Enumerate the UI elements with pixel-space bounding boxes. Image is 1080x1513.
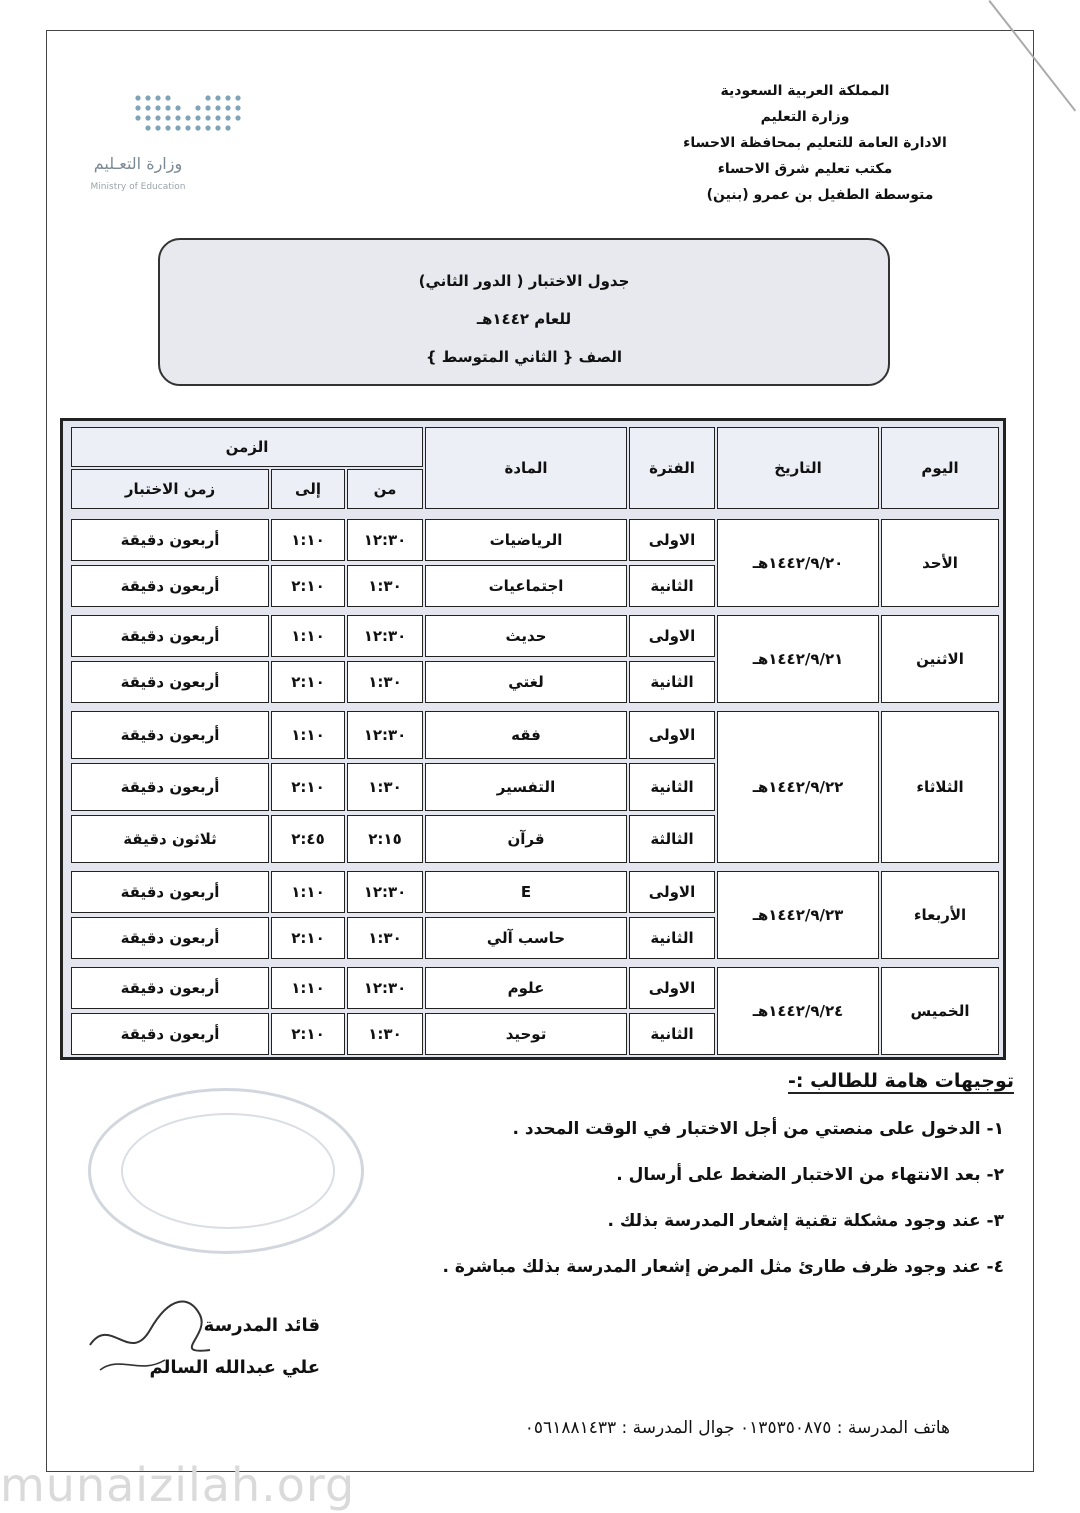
period-cell: الاولى [629,615,715,657]
subject-cell: لغتي [425,661,627,703]
principal-name: علي عبدالله السالم [149,1357,320,1378]
header-date: التاريخ [717,427,879,509]
principal-signature-block [130,1305,320,1389]
instruction-item: ١- الدخول على منصتي من أجل الاختبار في الوقت المحدد . [512,1119,1004,1139]
period-cell: الثانية [629,565,715,607]
school-stamp-icon [88,1088,364,1254]
logo-arabic-text: وزارة التعـليم [93,154,183,173]
duration-cell: أربعون دقيقة [71,967,269,1009]
from-time-cell: ١:٣٠ [347,565,423,607]
subject-cell: E [425,871,627,913]
schedule-title: جدول الاختبار ( الدور الثاني) [418,272,630,290]
period-cell: الثانية [629,917,715,959]
school-header [625,78,985,208]
duration-cell: ثلاثون دقيقة [71,815,269,863]
instructions-heading: توجيهات هامة للطالب :- [788,1070,1014,1092]
to-time-cell: ١:١٠ [271,615,345,657]
header-time: الزمن [71,427,423,467]
to-time-cell: ٢:١٠ [271,565,345,607]
period-cell: الاولى [629,967,715,1009]
exam-schedule-table [60,418,1006,1060]
day-cell: الأحد [881,519,999,607]
instruction-item: ٤- عند وجود ظرف طارئ مثل المرض إشعار المدرسة بذلك مباشرة . [442,1257,1004,1277]
principal-title: قائد المدرسة [203,1315,320,1336]
from-time-cell: ١:٣٠ [347,763,423,811]
duration-cell: أربعون دقيقة [71,565,269,607]
from-time-cell: ٢:١٥ [347,815,423,863]
from-time-cell: ١٢:٣٠ [347,615,423,657]
to-time-cell: ٢:١٠ [271,661,345,703]
day-cell: الخميس [881,967,999,1055]
subject-cell: اجتماعيات [425,565,627,607]
instruction-item: ٣- عند وجود مشكلة تقنية إشعار المدرسة بذلك . [607,1211,1004,1231]
date-cell: ١٤٤٢/٩/٢٠هـ [717,519,879,607]
subject-cell: التفسير [425,763,627,811]
header-line: وزارة التعليم [760,109,850,125]
period-cell: الثانية [629,763,715,811]
instruction-item: ٢- بعد الانتهاء من الاختبار الضغط على أرسال . [616,1165,1004,1185]
header-from: من [347,469,423,509]
to-time-cell: ٢:٤٥ [271,815,345,863]
logo-english-text: Ministry of Education [90,182,186,192]
from-time-cell: ١:٣٠ [347,1013,423,1055]
to-time-cell: ١:١٠ [271,967,345,1009]
date-cell: ١٤٤٢/٩/٢٢هـ [717,711,879,863]
logo-dots-icon [130,92,245,138]
day-cell: الثلاثاء [881,711,999,863]
date-cell: ١٤٤٢/٩/٢٣هـ [717,871,879,959]
duration-cell: أربعون دقيقة [71,661,269,703]
subject-cell: قرآن [425,815,627,863]
duration-cell: أربعون دقيقة [71,871,269,913]
duration-cell: أربعون دقيقة [71,1013,269,1055]
header-period: الفترة [629,427,715,509]
period-cell: الثانية [629,1013,715,1055]
header-duration: زمن الاختبار [71,469,269,509]
header-line: مكتب تعليم شرق الاحساء [717,161,893,177]
header-line: الادارة العامة للتعليم بمحافظة الاحساء [683,135,947,151]
duration-cell: أربعون دقيقة [71,917,269,959]
to-time-cell: ١:١٠ [271,711,345,759]
period-cell: الثالثة [629,815,715,863]
period-cell: الاولى [629,519,715,561]
from-time-cell: ١٢:٣٠ [347,967,423,1009]
date-cell: ١٤٤٢/٩/٢٤هـ [717,967,879,1055]
from-time-cell: ١:٣٠ [347,917,423,959]
to-time-cell: ٢:١٠ [271,917,345,959]
period-cell: الثانية [629,661,715,703]
to-time-cell: ١:١٠ [271,871,345,913]
duration-cell: أربعون دقيقة [71,615,269,657]
day-cell: الأربعاء [881,871,999,959]
day-cell: الاثنين [881,615,999,703]
student-instructions [364,1070,1014,1290]
subject-cell: الرياضيات [425,519,627,561]
schedule-title-box [158,238,890,386]
from-time-cell: ١:٣٠ [347,661,423,703]
duration-cell: أربعون دقيقة [71,519,269,561]
schedule-grade: الصف { الثاني المتوسط } [425,348,623,366]
header-line: المملكة العربية السعودية [720,83,890,99]
period-cell: الاولى [629,871,715,913]
period-cell: الاولى [629,711,715,759]
header-to: إلى [271,469,345,509]
school-phone-numbers: هاتف المدرسة : ٠١٣٥٣٥٠٨٧٥ جوال المدرسة : ٠٥٦١٨٨١٤٣٣ [524,1418,950,1438]
header-day: اليوم [881,427,999,509]
ministry-of-education-logo-icon [78,92,248,207]
duration-cell: أربعون دقيقة [71,763,269,811]
from-time-cell: ١٢:٣٠ [347,519,423,561]
duration-cell: أربعون دقيقة [71,711,269,759]
subject-cell: علوم [425,967,627,1009]
from-time-cell: ١٢:٣٠ [347,871,423,913]
header-subject: المادة [425,427,627,509]
subject-cell: توحيد [425,1013,627,1055]
from-time-cell: ١٢:٣٠ [347,711,423,759]
date-cell: ١٤٤٢/٩/٢١هـ [717,615,879,703]
schedule-year: للعام ١٤٤٢هـ [476,310,572,328]
subject-cell: حديث [425,615,627,657]
to-time-cell: ٢:١٠ [271,763,345,811]
subject-cell: فقه [425,711,627,759]
header-line: متوسطة الطفيل بن عمرو (بنين) [706,187,934,203]
site-watermark: munaizilah.org [0,1458,356,1512]
to-time-cell: ١:١٠ [271,519,345,561]
to-time-cell: ٢:١٠ [271,1013,345,1055]
subject-cell: حاسب آلي [425,917,627,959]
